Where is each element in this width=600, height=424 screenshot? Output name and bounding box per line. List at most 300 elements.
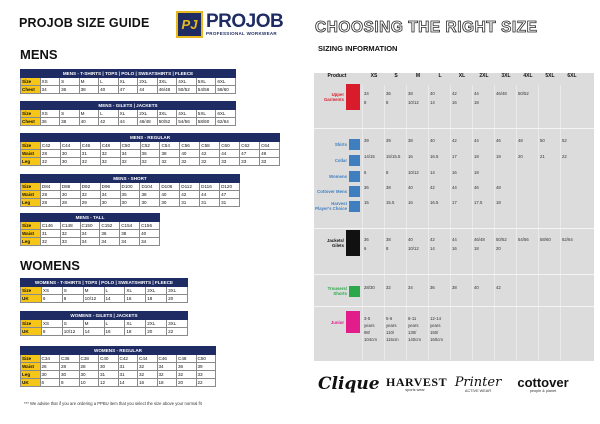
size-value: years bbox=[364, 323, 375, 328]
grid-row-divider bbox=[314, 128, 594, 129]
table-cell: 42 bbox=[99, 118, 119, 126]
size-value: 15/15.5 bbox=[386, 154, 401, 159]
size-value: 150/ bbox=[430, 330, 439, 335]
size-value: 40 bbox=[408, 237, 413, 242]
table-cell: 16 bbox=[138, 379, 158, 387]
table-cell: 38 bbox=[140, 191, 160, 199]
table-cell: 33 bbox=[196, 371, 216, 379]
table-cell: C38 bbox=[79, 355, 99, 363]
row-label: UK bbox=[21, 328, 42, 336]
size-value: 38 bbox=[452, 285, 457, 290]
table-cell: D100 bbox=[120, 183, 140, 191]
size-value: 39 bbox=[386, 138, 391, 143]
table-caption: MENS - REGULAR bbox=[21, 134, 280, 142]
category-label: Shirts bbox=[334, 141, 347, 147]
table-cell: 39 bbox=[196, 363, 216, 371]
table-row bbox=[21, 199, 240, 207]
table-cell: 31 bbox=[80, 150, 100, 158]
size-value: 98/ bbox=[364, 330, 370, 335]
grid-column-line bbox=[560, 85, 561, 360]
size-value: 16 bbox=[408, 154, 413, 159]
table-cell: 34 bbox=[140, 238, 160, 246]
size-value: 34 bbox=[364, 91, 369, 96]
category-color-swatch bbox=[346, 84, 360, 110]
table-cell: 32 bbox=[140, 158, 160, 166]
table-cell: XS bbox=[40, 78, 60, 86]
table-caption: MENS - T-SHIRTS | TOPS | POLO | SWEATSHIRTS | FLEECE bbox=[21, 70, 236, 78]
table-cell: XS bbox=[40, 110, 60, 118]
size-value: 10/12 bbox=[408, 246, 419, 251]
table-cell: 44 bbox=[200, 191, 220, 199]
size-value: years bbox=[386, 323, 397, 328]
mens-size-table bbox=[20, 133, 280, 166]
table-cell: 62/64 bbox=[216, 118, 236, 126]
size-value: 21 bbox=[540, 154, 545, 159]
table-cell: 40 bbox=[140, 230, 160, 238]
table-cell: 30 bbox=[100, 199, 120, 207]
table-cell: XS bbox=[41, 320, 62, 328]
table-cell: 44 bbox=[220, 150, 240, 158]
table-row bbox=[21, 110, 236, 118]
category-label: Upper Garments bbox=[323, 92, 344, 102]
table-cell: 54/56 bbox=[177, 118, 197, 126]
table-row bbox=[21, 371, 216, 379]
table-cell: 6 bbox=[40, 379, 60, 387]
size-value: 50/52 bbox=[518, 91, 529, 96]
brand-logo bbox=[510, 376, 576, 394]
table-cell: 36 bbox=[177, 363, 197, 371]
column-header: 5XL bbox=[545, 73, 555, 79]
table-cell: 30 bbox=[60, 191, 80, 199]
table-cell: 30 bbox=[60, 158, 80, 166]
brand-tagline: sports wear bbox=[405, 388, 425, 392]
size-value: 8 bbox=[386, 100, 389, 105]
size-value: 44 bbox=[474, 138, 479, 143]
table-cell: 28 bbox=[40, 191, 60, 199]
table-cell: L bbox=[104, 320, 125, 328]
table-cell: L bbox=[99, 78, 119, 86]
size-value: 40 bbox=[430, 91, 435, 96]
row-label: Waist bbox=[21, 191, 41, 199]
grid-column-line bbox=[406, 85, 407, 360]
size-value: 20 bbox=[518, 154, 523, 159]
row-label: Leg bbox=[21, 199, 41, 207]
table-cell: 18 bbox=[125, 328, 146, 336]
size-value: 16.5 bbox=[430, 200, 439, 205]
table-cell: 42 bbox=[200, 150, 220, 158]
table-row bbox=[21, 150, 280, 158]
table-caption: WOMENS - REGULAR bbox=[21, 347, 216, 355]
table-cell: L bbox=[104, 287, 125, 295]
table-cell: 32 bbox=[40, 158, 60, 166]
table-cell: 2XL bbox=[146, 287, 167, 295]
table-row bbox=[21, 295, 188, 303]
row-label: Chest bbox=[21, 86, 41, 94]
table-cell: C148 bbox=[60, 222, 80, 230]
table-row bbox=[21, 363, 216, 371]
table-cell: C46 bbox=[80, 142, 100, 150]
table-cell: 30 bbox=[40, 371, 60, 379]
table-cell: 33 bbox=[60, 238, 80, 246]
size-value: 20 bbox=[496, 246, 501, 251]
size-value: 39 bbox=[364, 138, 369, 143]
table-cell: 40 bbox=[160, 191, 180, 199]
table-cell: 20 bbox=[167, 295, 188, 303]
size-value: 104cm bbox=[364, 337, 377, 342]
table-cell: 22 bbox=[167, 328, 188, 336]
size-value: 15.5 bbox=[386, 200, 395, 205]
table-row bbox=[21, 230, 160, 238]
size-value: 46/48 bbox=[474, 237, 485, 242]
size-value: 17 bbox=[452, 200, 457, 205]
size-value: 22 bbox=[562, 154, 567, 159]
size-value: 42 bbox=[496, 285, 501, 290]
row-label: Waist bbox=[21, 150, 41, 158]
table-cell: D96 bbox=[100, 183, 120, 191]
size-value: 15 bbox=[364, 200, 369, 205]
table-cell: 31 bbox=[200, 199, 220, 207]
table-cell: 38 bbox=[79, 86, 99, 94]
page-title: PROJOB SIZE GUIDE bbox=[19, 16, 150, 30]
table-cell: C152 bbox=[100, 222, 120, 230]
size-value: 46 bbox=[474, 185, 479, 190]
table-cell: 32 bbox=[200, 158, 220, 166]
table-cell: 32 bbox=[100, 150, 120, 158]
table-cell: 38 bbox=[60, 118, 80, 126]
brand-logo bbox=[452, 376, 504, 394]
table-cell: 44 bbox=[138, 86, 158, 94]
size-value: 40 bbox=[408, 185, 413, 190]
table-cell: M bbox=[83, 287, 104, 295]
table-cell: M bbox=[79, 78, 99, 86]
category-label: Junior bbox=[330, 319, 344, 325]
table-row bbox=[21, 142, 280, 150]
table-cell: 31 bbox=[99, 371, 119, 379]
right-subtitle: SIZING INFORMATION bbox=[318, 44, 398, 53]
table-cell: 28 bbox=[40, 150, 60, 158]
size-value: 46/48 bbox=[496, 91, 507, 96]
table-cell: S bbox=[60, 110, 80, 118]
size-value: 36 bbox=[430, 285, 435, 290]
table-cell: XL bbox=[125, 287, 146, 295]
brand-name: HARVEST bbox=[386, 375, 448, 389]
brand-logo bbox=[318, 374, 380, 394]
table-cell: C146 bbox=[40, 222, 60, 230]
row-label: Size bbox=[21, 222, 41, 230]
table-cell: 6XL bbox=[216, 78, 236, 86]
size-value: 18 bbox=[496, 200, 501, 205]
size-value: 38 bbox=[408, 138, 413, 143]
table-cell: XL bbox=[118, 78, 138, 86]
table-cell: 44 bbox=[118, 118, 138, 126]
size-value: 5-6 bbox=[386, 316, 393, 321]
table-cell: 50/52 bbox=[177, 86, 197, 94]
category-color-swatch bbox=[349, 139, 360, 150]
table-cell: 5XL bbox=[196, 78, 216, 86]
row-label: Waist bbox=[21, 230, 41, 238]
table-cell: 40 bbox=[99, 86, 119, 94]
table-cell: D104 bbox=[140, 183, 160, 191]
size-value: 44 bbox=[474, 91, 479, 96]
table-cell: 32 bbox=[160, 158, 180, 166]
table-cell: 2XL bbox=[138, 110, 158, 118]
table-cell: 40 bbox=[180, 150, 200, 158]
table-cell: 10/12 bbox=[62, 328, 83, 336]
table-cell: D88 bbox=[60, 183, 80, 191]
category-label: Trousers/ Shorts bbox=[327, 286, 347, 296]
table-cell: 36 bbox=[140, 150, 160, 158]
table-cell: 6XL bbox=[216, 110, 236, 118]
table-cell: 58/60 bbox=[216, 86, 236, 94]
table-cell: 46/48 bbox=[138, 118, 158, 126]
table-cell: C44 bbox=[60, 142, 80, 150]
size-value: 10/12 bbox=[408, 170, 419, 175]
table-cell: 32 bbox=[138, 371, 158, 379]
table-row bbox=[21, 379, 216, 387]
table-cell: C58 bbox=[200, 142, 220, 150]
category-label: Collar bbox=[334, 157, 347, 163]
table-cell: 3XL bbox=[157, 110, 177, 118]
mens-size-table bbox=[20, 101, 236, 126]
size-value: 46 bbox=[496, 138, 501, 143]
grid-column-line bbox=[516, 85, 517, 360]
row-label: Waist bbox=[21, 363, 41, 371]
grid-column-line bbox=[384, 85, 385, 360]
projob-logo bbox=[176, 11, 283, 38]
table-cell: 32 bbox=[180, 158, 200, 166]
table-cell: 18 bbox=[157, 379, 177, 387]
logo-mark: PJ bbox=[176, 11, 203, 38]
table-cell: 28 bbox=[79, 363, 99, 371]
table-row bbox=[21, 320, 188, 328]
size-value: 16 bbox=[408, 200, 413, 205]
table-cell: S bbox=[62, 287, 83, 295]
table-cell: 34 bbox=[100, 191, 120, 199]
size-value: 14 bbox=[430, 170, 435, 175]
row-label: UK bbox=[21, 379, 41, 387]
size-value: 42 bbox=[430, 185, 435, 190]
table-cell: 14 bbox=[118, 379, 138, 387]
table-cell: D106 bbox=[160, 183, 180, 191]
size-value: 36 bbox=[364, 185, 369, 190]
size-value: 130/ bbox=[408, 330, 417, 335]
table-cell: 34 bbox=[120, 238, 140, 246]
table-cell: 20 bbox=[146, 328, 167, 336]
table-cell: 32 bbox=[177, 371, 197, 379]
grid-row-divider bbox=[314, 274, 594, 275]
category-row bbox=[314, 199, 360, 213]
table-cell: C62 bbox=[240, 142, 260, 150]
grid-row-divider bbox=[314, 306, 594, 307]
category-color-swatch bbox=[349, 171, 360, 182]
table-cell: M bbox=[83, 320, 104, 328]
table-cell: 4XL bbox=[177, 110, 197, 118]
category-row bbox=[314, 169, 360, 183]
size-value: 16 bbox=[452, 246, 457, 251]
row-label: Leg bbox=[21, 238, 41, 246]
table-cell: 33 bbox=[240, 158, 260, 166]
size-value: 50 bbox=[540, 138, 545, 143]
table-cell: 34 bbox=[120, 150, 140, 158]
size-value: 8 bbox=[386, 170, 389, 175]
table-cell: 35 bbox=[120, 191, 140, 199]
category-color-swatch bbox=[349, 201, 360, 212]
category-row bbox=[314, 236, 360, 250]
table-cell: D116 bbox=[200, 183, 220, 191]
table-caption: MENS - GILETS | JACKETS bbox=[21, 102, 236, 110]
size-value: 38 bbox=[386, 185, 391, 190]
category-label: Jackets/ Gilets bbox=[327, 238, 344, 248]
size-value: 8 bbox=[364, 100, 367, 105]
grid-column-line bbox=[472, 85, 473, 360]
table-cell: XL bbox=[118, 110, 138, 118]
size-value: 18 bbox=[474, 154, 479, 159]
table-cell: 30 bbox=[79, 371, 99, 379]
column-header: 2XL bbox=[479, 73, 489, 79]
size-value: 48 bbox=[518, 138, 523, 143]
row-label: Leg bbox=[21, 371, 41, 379]
size-value: 14 bbox=[430, 100, 435, 105]
table-cell: C54 bbox=[160, 142, 180, 150]
table-cell: 30 bbox=[120, 199, 140, 207]
size-value: 42 bbox=[452, 91, 457, 96]
table-cell: 10 bbox=[79, 379, 99, 387]
size-value: 48 bbox=[496, 185, 501, 190]
table-cell: 33 bbox=[220, 158, 240, 166]
column-header: M bbox=[415, 73, 421, 79]
size-value: 19 bbox=[496, 154, 501, 159]
table-cell: C44 bbox=[138, 355, 158, 363]
table-cell: 32 bbox=[40, 238, 60, 246]
size-value: 140cm bbox=[408, 337, 421, 342]
table-cell: 3XL bbox=[167, 320, 188, 328]
size-value: 110/ bbox=[386, 330, 395, 335]
table-cell: C34 bbox=[40, 355, 60, 363]
row-label: Size bbox=[21, 110, 41, 118]
mens-size-table bbox=[20, 174, 240, 207]
table-cell: 33 bbox=[260, 158, 280, 166]
table-cell: 3XL bbox=[167, 287, 188, 295]
table-cell: 30 bbox=[140, 199, 160, 207]
table-cell: 8 bbox=[60, 379, 80, 387]
table-cell: 54/56 bbox=[196, 86, 216, 94]
logo-name: PROJOB bbox=[206, 11, 284, 33]
category-color-swatch bbox=[349, 155, 360, 166]
size-value: 6 bbox=[364, 246, 367, 251]
table-cell: 32 bbox=[120, 158, 140, 166]
table-cell: 29 bbox=[80, 199, 100, 207]
table-cell: L bbox=[99, 110, 119, 118]
table-cell: 18 bbox=[146, 295, 167, 303]
table-cell: S bbox=[60, 78, 80, 86]
category-row bbox=[314, 315, 360, 329]
category-label: Womens bbox=[329, 173, 347, 179]
table-cell: 2XL bbox=[146, 320, 167, 328]
table-row bbox=[21, 158, 280, 166]
table-row bbox=[21, 183, 240, 191]
column-header: 4XL bbox=[523, 73, 533, 79]
brand-tagline: ACTIVE WEAR bbox=[464, 389, 492, 393]
table-cell: 3XL bbox=[157, 78, 177, 86]
category-label: Harvest Player's Choice bbox=[315, 201, 347, 211]
category-row bbox=[314, 137, 360, 151]
size-value: 38 bbox=[386, 237, 391, 242]
size-value: 36 bbox=[364, 237, 369, 242]
table-cell: C154 bbox=[120, 222, 140, 230]
table-cell: C52 bbox=[140, 142, 160, 150]
table-cell: 31 bbox=[40, 230, 60, 238]
column-header: XL bbox=[458, 73, 466, 79]
table-cell: C150 bbox=[80, 222, 100, 230]
table-cell: 6 bbox=[41, 295, 62, 303]
logo-tagline: PROFESSIONAL WORKWEAR bbox=[206, 31, 277, 37]
table-cell: C48 bbox=[100, 142, 120, 150]
category-color-swatch bbox=[346, 311, 360, 333]
table-cell: 38 bbox=[160, 150, 180, 158]
row-label: Size bbox=[21, 78, 41, 86]
brand-name: cottover bbox=[517, 375, 569, 390]
size-value: 28/30 bbox=[364, 285, 375, 290]
size-value: 32 bbox=[386, 285, 391, 290]
table-caption: WOMENS - GILETS | JACKETS bbox=[21, 312, 188, 320]
table-cell: D92 bbox=[80, 183, 100, 191]
size-value: 12-14 bbox=[430, 316, 441, 321]
category-color-swatch bbox=[349, 186, 360, 197]
table-cell: C48 bbox=[177, 355, 197, 363]
table-cell: 32 bbox=[100, 158, 120, 166]
table-cell: 34 bbox=[40, 86, 60, 94]
size-value: 40 bbox=[474, 285, 479, 290]
table-cell: 32 bbox=[138, 363, 158, 371]
table-cell: 34 bbox=[80, 230, 100, 238]
grid-column-line bbox=[494, 85, 495, 360]
row-label: Size bbox=[21, 320, 42, 328]
row-label: Chest bbox=[21, 118, 41, 126]
table-cell: 47 bbox=[220, 191, 240, 199]
size-value: 52 bbox=[562, 138, 567, 143]
brand-logo bbox=[386, 375, 448, 393]
size-value: 6 bbox=[364, 170, 367, 175]
table-cell: 47 bbox=[240, 150, 260, 158]
table-cell: 31 bbox=[118, 363, 138, 371]
table-cell: 34 bbox=[80, 238, 100, 246]
size-value: 18 bbox=[474, 170, 479, 175]
mens-heading: MENS bbox=[20, 47, 58, 62]
grid-row-divider bbox=[314, 228, 594, 229]
table-cell: 32 bbox=[80, 158, 100, 166]
grid-column-line bbox=[362, 85, 363, 360]
size-value: 18 bbox=[474, 100, 479, 105]
table-caption: WOMENS - T-SHIRTS | TOPS | POLO | SWEATSHIRTS | FLEECE bbox=[21, 279, 188, 287]
table-cell: M bbox=[79, 110, 99, 118]
table-cell: S bbox=[62, 320, 83, 328]
size-value: 17.5 bbox=[474, 200, 483, 205]
mens-size-table bbox=[20, 213, 160, 246]
category-row bbox=[314, 153, 360, 167]
table-cell: D120 bbox=[220, 183, 240, 191]
table-cell: 20 bbox=[177, 379, 197, 387]
table-cell: 30 bbox=[60, 150, 80, 158]
table-caption: MENS - TALL bbox=[21, 214, 160, 222]
right-title: CHOOSING THE RIGHT SIZE bbox=[315, 19, 538, 36]
size-value: 54/56 bbox=[518, 237, 529, 242]
table-cell: 5XL bbox=[196, 110, 216, 118]
table-row bbox=[21, 328, 188, 336]
table-cell: 34 bbox=[157, 363, 177, 371]
table-cell: 12 bbox=[99, 379, 119, 387]
table-cell: C156 bbox=[140, 222, 160, 230]
table-cell: 40 bbox=[79, 118, 99, 126]
